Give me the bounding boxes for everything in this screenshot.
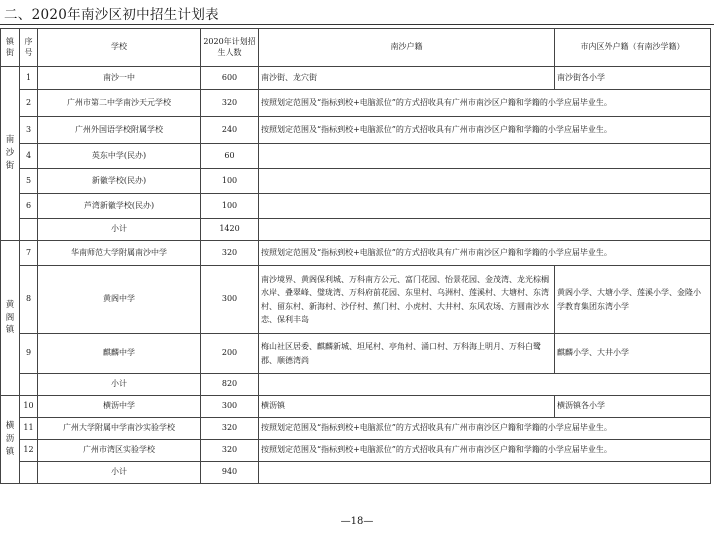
seq-cell: 8 <box>20 266 38 334</box>
empty-cell <box>20 374 38 396</box>
policy-note-cell: 按照划定范围及“指标到校+电脑派位”的方式招收具有广州市南沙区户籍和学籍的小学应届毕业生。 <box>259 440 711 462</box>
table-row <box>1 117 711 144</box>
plan-cell: 320 <box>201 418 259 440</box>
table-row <box>1 194 711 219</box>
column-header-seq: 序号 <box>20 29 38 67</box>
plan-cell: 300 <box>201 396 259 418</box>
title-divider <box>0 24 714 25</box>
policy-note-cell: 按照划定范围及“指标到校+电脑派位”的方式招收具有广州市南沙区户籍和学籍的小学应届毕业生。 <box>259 418 711 440</box>
school-cell: 广州市第二中学南沙天元学校 <box>38 90 201 117</box>
subtotal-label: 小计 <box>38 462 201 484</box>
school-cell: 横沥中学 <box>38 396 201 418</box>
external-hukou-cell: 黄阁小学、大塘小学、莲溪小学、金隆小学教育集团东湾小学 <box>555 266 711 334</box>
school-cell: 华南师范大学附属南沙中学 <box>38 241 201 266</box>
local-hukou-cell: 梅山社区居委、麒麟新城、坦尾村、亭角村、涌口村、万科海上明月、万科白鹭郡、顺德湾尚 <box>259 334 555 374</box>
local-hukou-cell: 南沙境界、黄阁保利城、万科南方公元、富门花园、怡景花园、金茂湾、龙光棕榈水岸、叠翠峰、璧珑湾、万科府前花园、东里村、乌洲村、莲溪村、大塘村、东湾村、留东村、新海村、沙仔村、蕉门村、小虎村、大井村、东风农场、方圆南沙水恋、保利丰岛 <box>259 266 555 334</box>
empty-cell <box>259 462 711 484</box>
school-cell: 英东中学(民办) <box>38 144 201 169</box>
column-header-plan: 2020年计划招生人数 <box>201 29 259 67</box>
empty-cell <box>259 169 711 194</box>
local-hukou-cell: 南沙街、龙穴街 <box>259 67 555 90</box>
table-row <box>1 396 711 418</box>
seq-cell: 11 <box>20 418 38 440</box>
policy-note-cell: 按照划定范围及“指标到校+电脑派位”的方式招收具有广州市南沙区户籍和学籍的小学应届毕业生。 <box>259 117 711 144</box>
table-row <box>1 241 711 266</box>
school-cell: 芦湾新徽学校(民办) <box>38 194 201 219</box>
page-number: —18— <box>340 516 374 527</box>
subtotal-label: 小计 <box>38 374 201 396</box>
plan-cell: 100 <box>201 169 259 194</box>
table-row <box>1 67 711 90</box>
seq-cell: 10 <box>20 396 38 418</box>
plan-cell: 320 <box>201 241 259 266</box>
local-hukou-cell: 横沥镇 <box>259 396 555 418</box>
table-row <box>1 440 711 462</box>
external-hukou-cell: 麒麟小学、大井小学 <box>555 334 711 374</box>
enrollment-plan-table <box>0 28 711 484</box>
school-cell: 广州市湾区实验学校 <box>38 440 201 462</box>
subtotal-value: 940 <box>201 462 259 484</box>
subtotal-value: 820 <box>201 374 259 396</box>
town-cell: 横沥镇 <box>1 396 20 484</box>
subtotal-row <box>1 374 711 396</box>
plan-cell: 200 <box>201 334 259 374</box>
seq-cell: 12 <box>20 440 38 462</box>
plan-cell: 240 <box>201 117 259 144</box>
school-cell: 麒麟中学 <box>38 334 201 374</box>
seq-cell: 7 <box>20 241 38 266</box>
empty-cell <box>259 194 711 219</box>
column-header-school: 学校 <box>38 29 201 67</box>
empty-cell <box>259 374 711 396</box>
policy-note-cell: 按照划定范围及“指标到校+电脑派位”的方式招收具有广州市南沙区户籍和学籍的小学应届毕业生。 <box>259 90 711 117</box>
school-cell: 广州大学附属中学南沙实验学校 <box>38 418 201 440</box>
seq-cell: 2 <box>20 90 38 117</box>
town-cell: 南沙街 <box>1 67 20 241</box>
school-cell: 新徽学校(民办) <box>38 169 201 194</box>
empty-cell <box>20 462 38 484</box>
table-row <box>1 90 711 117</box>
seq-cell: 5 <box>20 169 38 194</box>
plan-cell: 320 <box>201 90 259 117</box>
column-header-local-hukou: 南沙户籍 <box>259 29 555 67</box>
plan-cell: 300 <box>201 266 259 334</box>
plan-cell: 60 <box>201 144 259 169</box>
school-cell: 广州外国语学校附属学校 <box>38 117 201 144</box>
table-row <box>1 418 711 440</box>
seq-cell: 6 <box>20 194 38 219</box>
empty-cell <box>259 219 711 241</box>
table-row <box>1 334 711 374</box>
school-cell: 南沙一中 <box>38 67 201 90</box>
subtotal-row <box>1 219 711 241</box>
seq-cell: 9 <box>20 334 38 374</box>
seq-cell: 4 <box>20 144 38 169</box>
school-cell: 黄阁中学 <box>38 266 201 334</box>
plan-cell: 100 <box>201 194 259 219</box>
seq-cell: 1 <box>20 67 38 90</box>
column-header-external-hukou: 市内区外户籍（有南沙学籍） <box>555 29 711 67</box>
subtotal-label: 小计 <box>38 219 201 241</box>
column-header-town: 镇街 <box>1 29 20 67</box>
empty-cell <box>259 144 711 169</box>
external-hukou-cell: 南沙街各小学 <box>555 67 711 90</box>
policy-note-cell: 按照划定范围及“指标到校+电脑派位”的方式招收具有广州市南沙区户籍和学籍的小学应届毕业生。 <box>259 241 711 266</box>
seq-cell: 3 <box>20 117 38 144</box>
subtotal-value: 1420 <box>201 219 259 241</box>
table-row <box>1 169 711 194</box>
empty-cell <box>20 219 38 241</box>
plan-cell: 600 <box>201 67 259 90</box>
table-row <box>1 266 711 334</box>
external-hukou-cell: 横沥镇各小学 <box>555 396 711 418</box>
town-cell: 黄阁镇 <box>1 241 20 396</box>
table-header-row <box>1 29 711 67</box>
subtotal-row <box>1 462 711 484</box>
table-row <box>1 144 711 169</box>
page-title: 二、2020年南沙区初中招生计划表 <box>4 7 219 23</box>
plan-cell: 320 <box>201 440 259 462</box>
